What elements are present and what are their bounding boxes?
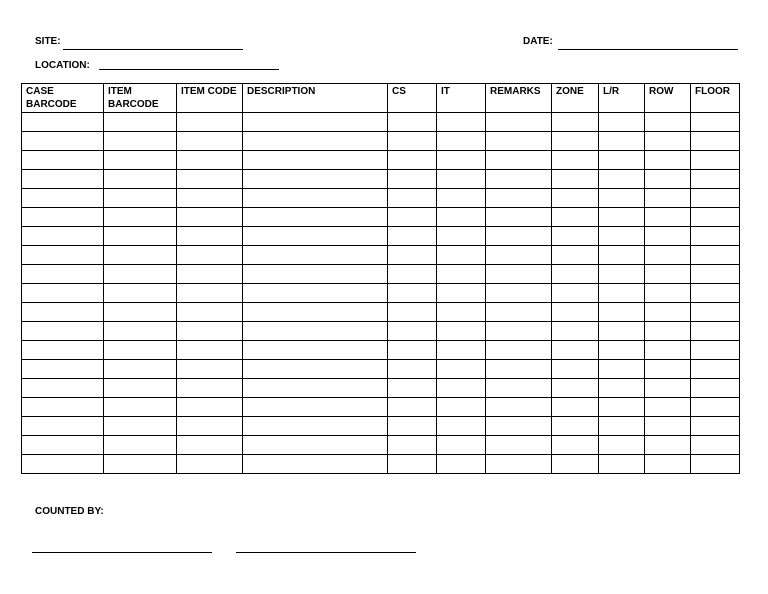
table-cell[interactable]: [486, 151, 552, 170]
table-row: [22, 246, 740, 265]
table-cell[interactable]: [437, 455, 486, 474]
column-header-remarks: REMARKS: [486, 84, 552, 113]
table-row: [22, 284, 740, 303]
table-cell[interactable]: [388, 322, 437, 341]
table-cell[interactable]: [691, 322, 740, 341]
table-cell[interactable]: [243, 189, 388, 208]
table-cell[interactable]: [177, 398, 243, 417]
table-cell[interactable]: [437, 132, 486, 151]
table-cell[interactable]: [177, 303, 243, 322]
table-cell[interactable]: [552, 132, 599, 151]
table-cell[interactable]: [691, 436, 740, 455]
table-cell[interactable]: [177, 189, 243, 208]
table-cell[interactable]: [599, 113, 645, 132]
table-body: [22, 113, 740, 474]
table-cell[interactable]: [645, 265, 691, 284]
table-cell[interactable]: [243, 113, 388, 132]
table-cell[interactable]: [437, 151, 486, 170]
date-field-line[interactable]: [558, 49, 738, 50]
table-cell[interactable]: [388, 417, 437, 436]
table-cell[interactable]: [691, 170, 740, 189]
table-cell[interactable]: [691, 208, 740, 227]
table-cell[interactable]: [22, 436, 104, 455]
table-cell[interactable]: [243, 246, 388, 265]
table-cell[interactable]: [645, 455, 691, 474]
table-cell[interactable]: [691, 246, 740, 265]
table-cell[interactable]: [177, 113, 243, 132]
table-cell[interactable]: [486, 436, 552, 455]
table-cell[interactable]: [22, 132, 104, 151]
table-cell[interactable]: [599, 170, 645, 189]
table-cell[interactable]: [599, 284, 645, 303]
table-row: [22, 436, 740, 455]
table-cell[interactable]: [388, 151, 437, 170]
table-cell[interactable]: [645, 379, 691, 398]
table-cell[interactable]: [552, 322, 599, 341]
table-cell[interactable]: [645, 322, 691, 341]
table-cell[interactable]: [104, 379, 177, 398]
table-row: [22, 341, 740, 360]
table-cell[interactable]: [437, 341, 486, 360]
table-cell[interactable]: [104, 113, 177, 132]
table-cell[interactable]: [177, 455, 243, 474]
table-cell[interactable]: [552, 398, 599, 417]
table-cell[interactable]: [645, 246, 691, 265]
table-cell[interactable]: [691, 189, 740, 208]
table-cell[interactable]: [388, 170, 437, 189]
table-cell[interactable]: [104, 417, 177, 436]
table-cell[interactable]: [486, 113, 552, 132]
table-cell[interactable]: [599, 208, 645, 227]
table-cell[interactable]: [599, 265, 645, 284]
table-row: [22, 189, 740, 208]
table-cell[interactable]: [22, 379, 104, 398]
table-cell[interactable]: [177, 246, 243, 265]
table-cell[interactable]: [243, 379, 388, 398]
table-cell[interactable]: [22, 417, 104, 436]
table-cell[interactable]: [552, 455, 599, 474]
table-cell[interactable]: [437, 398, 486, 417]
table-cell[interactable]: [104, 455, 177, 474]
table-cell[interactable]: [22, 265, 104, 284]
table-cell[interactable]: [243, 265, 388, 284]
column-header-item-barcode: ITEM BARCODE: [104, 84, 177, 113]
table-cell[interactable]: [599, 303, 645, 322]
table-row: [22, 227, 740, 246]
table-row: [22, 417, 740, 436]
table-cell[interactable]: [177, 170, 243, 189]
table-cell[interactable]: [243, 303, 388, 322]
table-cell[interactable]: [691, 227, 740, 246]
table-cell[interactable]: [104, 227, 177, 246]
table-cell[interactable]: [599, 322, 645, 341]
table-cell[interactable]: [691, 379, 740, 398]
table-cell[interactable]: [388, 132, 437, 151]
table-cell[interactable]: [645, 208, 691, 227]
table-cell[interactable]: [486, 208, 552, 227]
table-cell[interactable]: [22, 113, 104, 132]
table-cell[interactable]: [552, 417, 599, 436]
table-cell[interactable]: [437, 322, 486, 341]
table-cell[interactable]: [691, 341, 740, 360]
table-cell[interactable]: [104, 303, 177, 322]
table-cell[interactable]: [243, 132, 388, 151]
table-cell[interactable]: [691, 132, 740, 151]
table-cell[interactable]: [552, 189, 599, 208]
table-cell[interactable]: [645, 417, 691, 436]
table-cell[interactable]: [243, 455, 388, 474]
table-cell[interactable]: [645, 189, 691, 208]
table-cell[interactable]: [486, 284, 552, 303]
table-cell[interactable]: [599, 455, 645, 474]
table-cell[interactable]: [22, 246, 104, 265]
table-header-row: [22, 84, 740, 113]
table-cell[interactable]: [486, 265, 552, 284]
table-cell[interactable]: [22, 398, 104, 417]
table-cell[interactable]: [486, 189, 552, 208]
table-cell[interactable]: [691, 151, 740, 170]
table-cell[interactable]: [388, 303, 437, 322]
table-cell[interactable]: [599, 246, 645, 265]
table-cell[interactable]: [437, 189, 486, 208]
table-cell[interactable]: [22, 341, 104, 360]
column-header-zone: ZONE: [552, 84, 599, 113]
table-cell[interactable]: [645, 436, 691, 455]
table-cell[interactable]: [552, 208, 599, 227]
table-cell[interactable]: [486, 303, 552, 322]
table-cell[interactable]: [691, 303, 740, 322]
table-cell[interactable]: [177, 284, 243, 303]
table-cell[interactable]: [22, 227, 104, 246]
table-cell[interactable]: [552, 341, 599, 360]
table-row: [22, 113, 740, 132]
table-cell[interactable]: [388, 379, 437, 398]
table-cell[interactable]: [486, 322, 552, 341]
table-cell[interactable]: [437, 113, 486, 132]
table-cell[interactable]: [599, 189, 645, 208]
table-row: [22, 303, 740, 322]
table-cell[interactable]: [599, 360, 645, 379]
table-cell[interactable]: [388, 455, 437, 474]
table-cell[interactable]: [22, 360, 104, 379]
table-cell[interactable]: [552, 303, 599, 322]
table-cell[interactable]: [599, 132, 645, 151]
table-cell[interactable]: [437, 284, 486, 303]
table-cell[interactable]: [388, 246, 437, 265]
table-cell[interactable]: [437, 246, 486, 265]
counted-by-label: COUNTED BY:: [35, 506, 104, 517]
table-cell[interactable]: [388, 208, 437, 227]
table-cell[interactable]: [437, 170, 486, 189]
counted-by-signature-line-2[interactable]: [236, 552, 416, 553]
table-cell[interactable]: [388, 265, 437, 284]
table-cell[interactable]: [599, 379, 645, 398]
table-cell[interactable]: [645, 170, 691, 189]
location-label: LOCATION:: [35, 60, 90, 71]
column-header-lr: L/R: [599, 84, 645, 113]
table-cell[interactable]: [645, 151, 691, 170]
table-cell[interactable]: [691, 113, 740, 132]
table-cell[interactable]: [177, 227, 243, 246]
table-cell[interactable]: [104, 341, 177, 360]
table-cell[interactable]: [691, 360, 740, 379]
table-cell[interactable]: [104, 170, 177, 189]
table-row: [22, 265, 740, 284]
table-cell[interactable]: [552, 284, 599, 303]
table-cell[interactable]: [243, 284, 388, 303]
table-row: [22, 360, 740, 379]
table-cell[interactable]: [243, 208, 388, 227]
table-cell[interactable]: [388, 360, 437, 379]
table-cell[interactable]: [599, 436, 645, 455]
table-cell[interactable]: [437, 303, 486, 322]
table-cell[interactable]: [645, 284, 691, 303]
table-cell[interactable]: [104, 246, 177, 265]
table-cell[interactable]: [486, 246, 552, 265]
table-cell[interactable]: [437, 360, 486, 379]
table-cell[interactable]: [552, 170, 599, 189]
column-header-floor: FLOOR: [691, 84, 740, 113]
table-cell[interactable]: [104, 284, 177, 303]
table-cell[interactable]: [177, 265, 243, 284]
table-cell[interactable]: [243, 360, 388, 379]
counted-by-signature-line-1[interactable]: [32, 552, 212, 553]
table-cell[interactable]: [177, 322, 243, 341]
column-header-cs: CS: [388, 84, 437, 113]
column-header-description: DESCRIPTION: [243, 84, 388, 113]
table-cell[interactable]: [243, 322, 388, 341]
table-cell[interactable]: [599, 227, 645, 246]
table-cell[interactable]: [552, 227, 599, 246]
table-cell[interactable]: [22, 303, 104, 322]
table-cell[interactable]: [645, 303, 691, 322]
table-row: [22, 379, 740, 398]
table-cell[interactable]: [104, 132, 177, 151]
table-cell[interactable]: [552, 246, 599, 265]
table-cell[interactable]: [243, 227, 388, 246]
table-cell[interactable]: [177, 151, 243, 170]
table-cell[interactable]: [22, 170, 104, 189]
table-cell[interactable]: [691, 417, 740, 436]
table-cell[interactable]: [691, 265, 740, 284]
table-cell[interactable]: [104, 436, 177, 455]
column-header-row: ROW: [645, 84, 691, 113]
table-cell[interactable]: [177, 417, 243, 436]
table-cell[interactable]: [645, 398, 691, 417]
table-cell[interactable]: [243, 398, 388, 417]
table-cell[interactable]: [645, 341, 691, 360]
table-cell[interactable]: [388, 284, 437, 303]
table-cell[interactable]: [243, 436, 388, 455]
table-cell[interactable]: [645, 360, 691, 379]
column-header-case-barcode: CASE BARCODE: [22, 84, 104, 113]
table-cell[interactable]: [486, 379, 552, 398]
table-row: [22, 208, 740, 227]
table-cell[interactable]: [22, 151, 104, 170]
table-cell[interactable]: [22, 284, 104, 303]
table-cell[interactable]: [691, 284, 740, 303]
table-cell[interactable]: [645, 132, 691, 151]
table-row: [22, 132, 740, 151]
table-row: [22, 170, 740, 189]
inventory-count-table: [21, 83, 740, 474]
table-cell[interactable]: [388, 341, 437, 360]
table-cell[interactable]: [388, 189, 437, 208]
table-cell[interactable]: [104, 322, 177, 341]
table-cell[interactable]: [552, 360, 599, 379]
table-cell[interactable]: [177, 132, 243, 151]
table-cell[interactable]: [599, 151, 645, 170]
table-cell[interactable]: [243, 151, 388, 170]
table-cell[interactable]: [22, 455, 104, 474]
table-cell[interactable]: [691, 455, 740, 474]
table-cell[interactable]: [486, 132, 552, 151]
column-header-item-code: ITEM CODE: [177, 84, 243, 113]
table-cell[interactable]: [104, 208, 177, 227]
table-cell[interactable]: [552, 379, 599, 398]
table-cell[interactable]: [437, 227, 486, 246]
table-cell[interactable]: [691, 398, 740, 417]
table-cell[interactable]: [104, 360, 177, 379]
table-cell[interactable]: [437, 265, 486, 284]
table-cell[interactable]: [177, 341, 243, 360]
table-cell[interactable]: [243, 170, 388, 189]
site-label: SITE:: [35, 36, 61, 47]
table-cell[interactable]: [243, 341, 388, 360]
table-cell[interactable]: [486, 341, 552, 360]
table-cell[interactable]: [388, 436, 437, 455]
table-cell[interactable]: [177, 436, 243, 455]
table-cell[interactable]: [437, 436, 486, 455]
table-cell[interactable]: [645, 227, 691, 246]
location-field-line[interactable]: [99, 69, 279, 70]
table-cell[interactable]: [599, 398, 645, 417]
table-row: [22, 398, 740, 417]
table-row: [22, 322, 740, 341]
site-field-line[interactable]: [63, 49, 243, 50]
table-cell[interactable]: [104, 151, 177, 170]
table-cell[interactable]: [243, 417, 388, 436]
table-cell[interactable]: [599, 341, 645, 360]
table-row: [22, 151, 740, 170]
table-cell[interactable]: [104, 398, 177, 417]
table-cell[interactable]: [437, 417, 486, 436]
table-cell[interactable]: [437, 208, 486, 227]
table-cell[interactable]: [486, 455, 552, 474]
table-cell[interactable]: [22, 322, 104, 341]
table-cell[interactable]: [486, 170, 552, 189]
table-cell[interactable]: [104, 189, 177, 208]
table-cell[interactable]: [437, 379, 486, 398]
table-cell[interactable]: [177, 360, 243, 379]
table-cell[interactable]: [599, 417, 645, 436]
table-cell[interactable]: [388, 398, 437, 417]
table-cell[interactable]: [22, 189, 104, 208]
table-cell[interactable]: [486, 227, 552, 246]
table-cell[interactable]: [22, 208, 104, 227]
table-cell[interactable]: [552, 265, 599, 284]
table-cell[interactable]: [177, 379, 243, 398]
table-cell[interactable]: [552, 113, 599, 132]
table-cell[interactable]: [177, 208, 243, 227]
table-cell[interactable]: [388, 113, 437, 132]
column-header-it: IT: [437, 84, 486, 113]
date-label: DATE:: [523, 36, 553, 47]
table-cell[interactable]: [486, 398, 552, 417]
table-cell[interactable]: [552, 436, 599, 455]
table-cell[interactable]: [486, 417, 552, 436]
table-cell[interactable]: [486, 360, 552, 379]
table-row: [22, 455, 740, 474]
table-cell[interactable]: [552, 151, 599, 170]
table-cell[interactable]: [104, 265, 177, 284]
table-cell[interactable]: [388, 227, 437, 246]
table-cell[interactable]: [645, 113, 691, 132]
